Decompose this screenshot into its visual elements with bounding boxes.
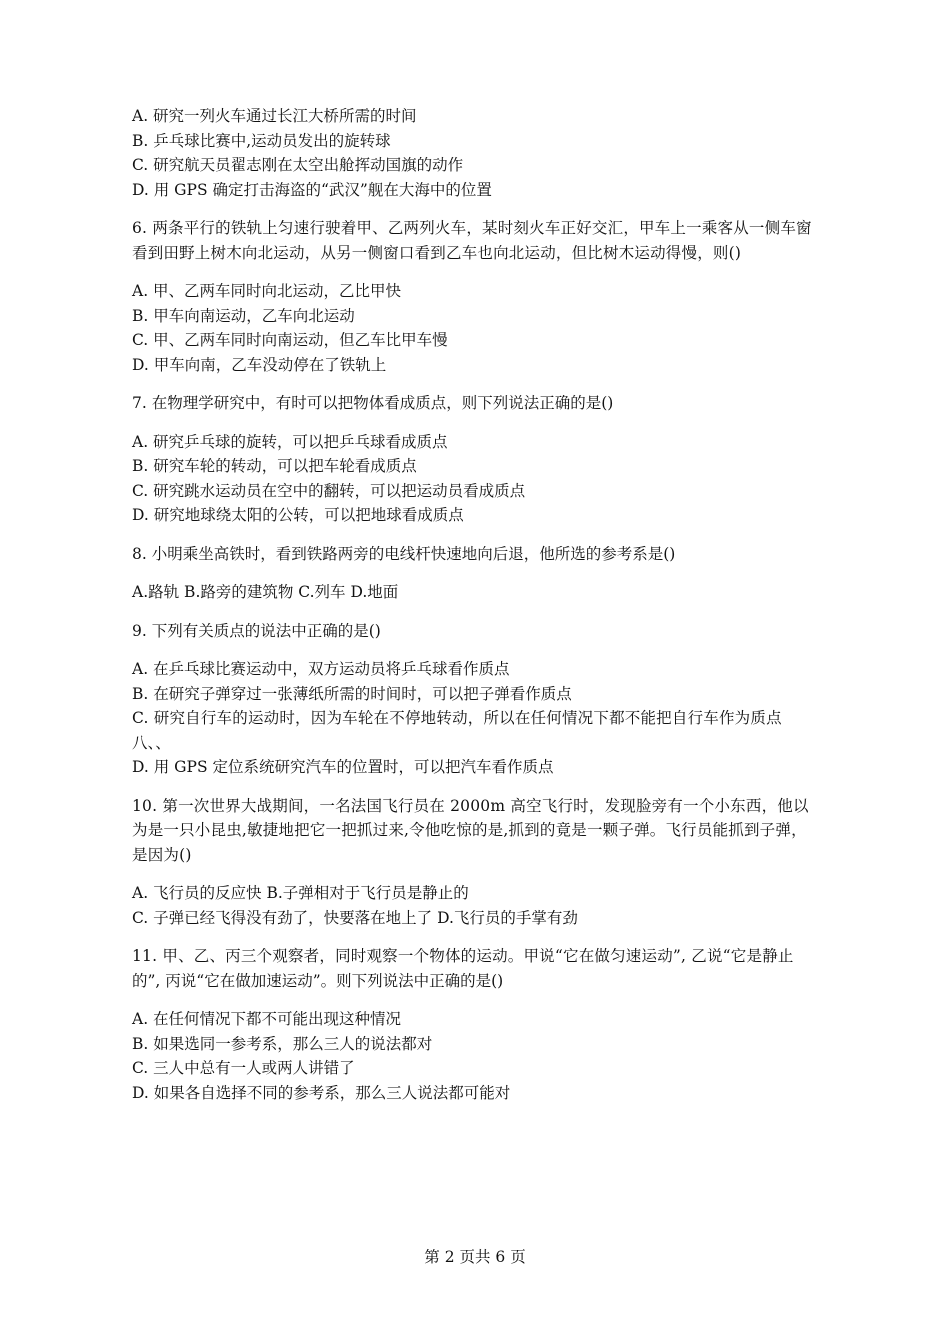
q9-option-a: A. 在乒乓球比赛运动中，双方运动员将乒乓球看作质点 (132, 660, 510, 678)
q7-options (132, 430, 822, 528)
q6-stem: 6. 两条平行的铁轨上匀速行驶着甲、乙两列火车，某时刻火车正好交汇，甲车上一乘客从一侧车窗看到田野上树木向北运动，从另一侧窗口看到乙车也向北运动，但比树木运动得慢，则() (132, 219, 812, 262)
q11-option-a: A. 在任何情况下都不可能出现这种情况 (132, 1010, 402, 1028)
q9-option-c: C. 研究自行车的运动时，因为车轮在不停地转动，所以在任何情况下都不能把自行车作为质点 (132, 709, 782, 727)
q11-option-b: B. 如果选同一参考系，那么三人的说法都对 (132, 1034, 433, 1053)
q7-option-a: A. 研究乒乓球的旋转，可以把乒乓球看成质点 (132, 432, 448, 451)
q11-option-c: C. 三人中总有一人或两人讲错了 (132, 1059, 355, 1077)
q5-options (132, 104, 822, 202)
q11-options (132, 1007, 822, 1105)
page-footer: 第 2 页共 6 页 (424, 1248, 526, 1266)
q6-option-d: D. 甲车向南，乙车没动停在了铁轨上 (132, 355, 387, 374)
q5-option-a: A. 研究一列火车通过长江大桥所需的时间 (132, 107, 417, 125)
q11-stem-line1: 11. 甲、乙、丙三个观察者，同时观察一个物体的运动。甲说“它在做匀速运动”, 乙说“它是静止 (132, 947, 794, 965)
q10-stem: 10. 第一次世界大战期间，一名法国飞行员在 2000m 高空飞行时，发现脸旁有一个小东西，他以为是一只小昆虫,敏捷地把它一把抓过来,令他吃惊的是,抓到的竟是一颗子弹。飞行员能抓到子弹，是因为() (132, 796, 809, 864)
q9-option-b: B. 在研究子弹穿过一张薄纸所需的时间时，可以把子弹看作质点 (132, 684, 572, 703)
exam-page (132, 104, 822, 1119)
q10-options (132, 881, 822, 930)
q6-option-a: A. 甲、乙两车同时向北运动，乙比甲快 (132, 282, 402, 300)
q7-option-b: B. 研究车轮的转动，可以把车轮看成质点 (132, 457, 417, 475)
q7-stem: 7. 在物理学研究中，有时可以把物体看成质点，则下列说法正确的是() (132, 394, 614, 412)
q5-option-b: B. 乒乓球比赛中,运动员发出的旋转球 (132, 131, 391, 150)
q8-stem: 8. 小明乘坐高铁时，看到铁路两旁的电线杆快速地向后退，他所选的参考系是() (132, 544, 676, 563)
q10-option-ab: A. 飞行员的反应快 B.子弹相对于飞行员是静止的 (132, 884, 469, 902)
q11-stem-line2: 的”, 丙说“它在做加速运动”。则下列说法中正确的是() (132, 971, 504, 990)
q11-stem (132, 944, 822, 993)
q10-option-cd: C. 子弹已经飞得没有劲了，快要落在地上了 D.飞行员的手掌有劲 (132, 908, 578, 927)
q11-option-d: D. 如果各自选择不同的参考系，那么三人说法都可能对 (132, 1083, 511, 1102)
q9-stray-text: 八、、 (132, 733, 171, 752)
q6-option-b: B. 甲车向南运动，乙车向北运动 (132, 306, 355, 325)
q8-options: A.路轨 B.路旁的建筑物 C.列车 D.地面 (132, 583, 399, 601)
q5-option-d: D. 用 GPS 确定打击海盗的“武汉”舰在大海中的位置 (132, 180, 492, 199)
q6-option-c: C. 甲、乙两车同时向南运动，但乙车比甲车慢 (132, 331, 448, 349)
q9-option-d: D. 用 GPS 定位系统研究汽车的位置时，可以把汽车看作质点 (132, 758, 554, 776)
q5-option-c: C. 研究航天员翟志刚在太空出舱挥动国旗的动作 (132, 156, 464, 174)
q7-option-c: C. 研究跳水运动员在空中的翻转，可以把运动员看成质点 (132, 481, 526, 500)
q9-options (132, 657, 822, 780)
q7-option-d: D. 研究地球绕太阳的公转，可以把地球看成质点 (132, 506, 464, 524)
q9-stem: 9. 下列有关质点的说法中正确的是() (132, 621, 381, 640)
q6-options (132, 279, 822, 377)
